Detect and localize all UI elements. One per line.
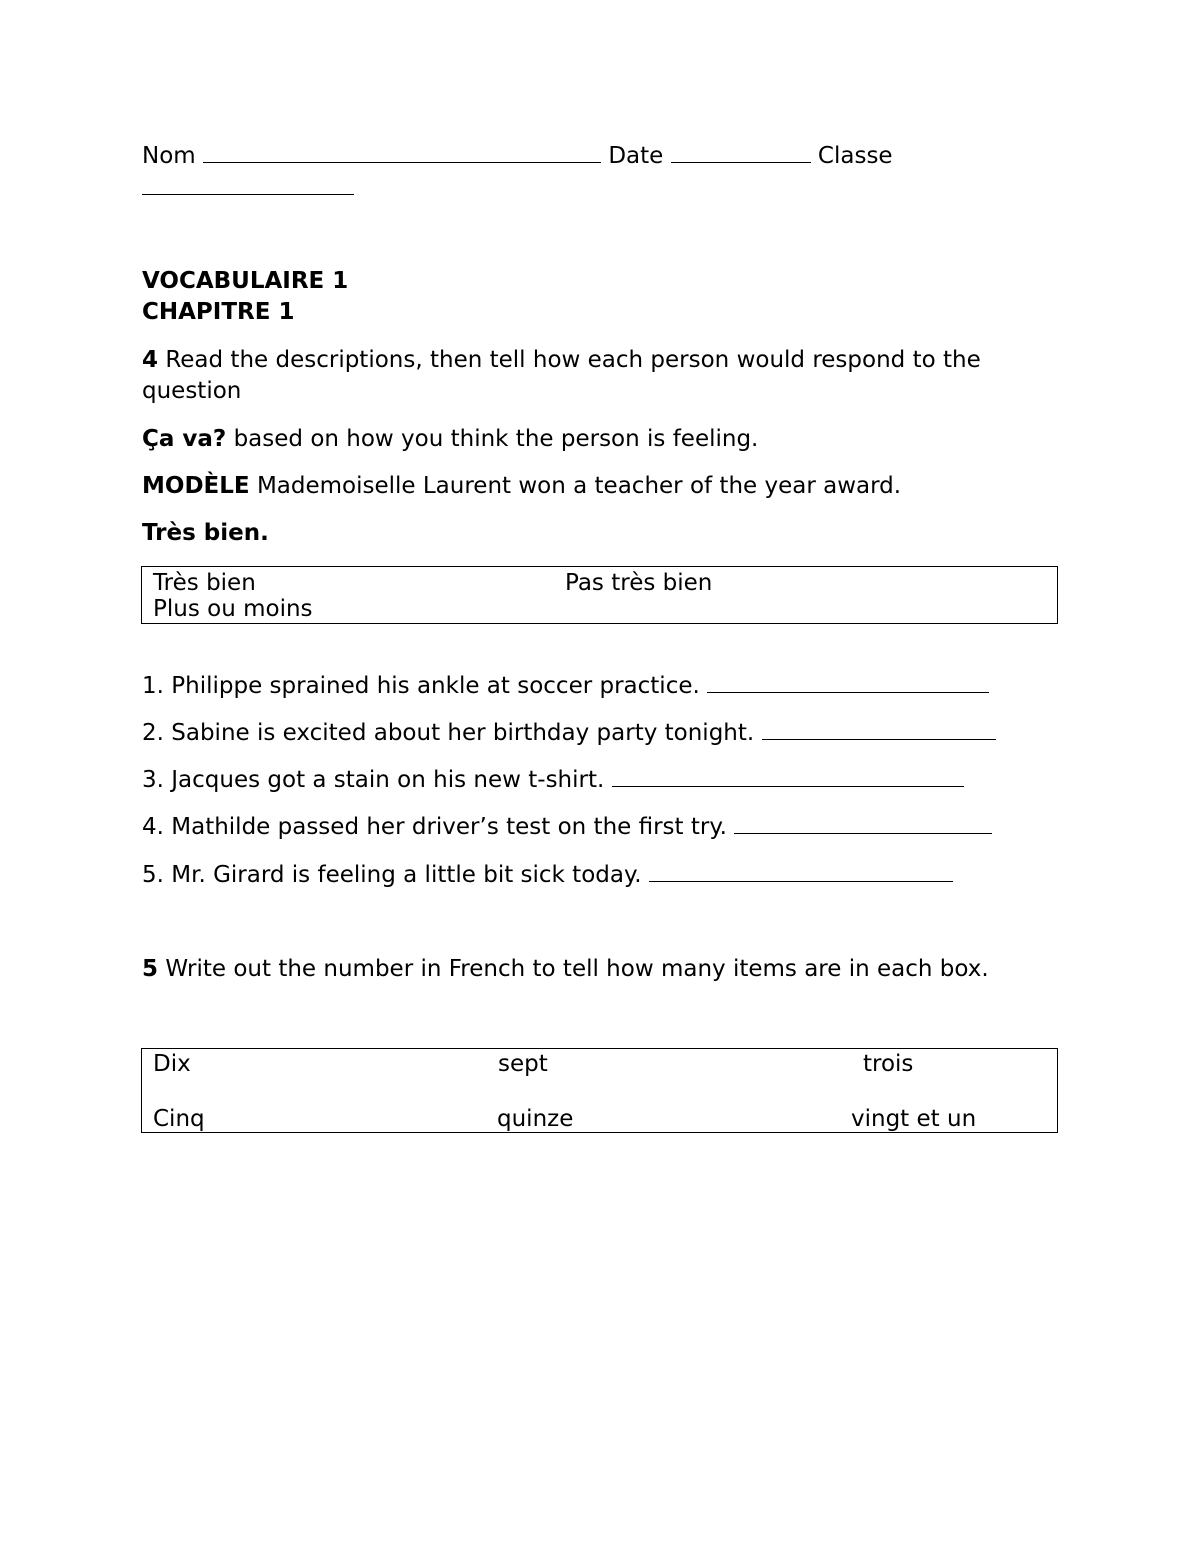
word-bank-box-numbers xyxy=(141,1048,1058,1133)
model-answer: Très bien. xyxy=(142,520,269,546)
answer-blank[interactable] xyxy=(707,670,989,693)
nom-blank[interactable] xyxy=(203,140,601,163)
number-word: vingt et un xyxy=(851,1106,977,1132)
model-label: MODÈLE xyxy=(142,473,250,499)
answer-blank[interactable] xyxy=(762,717,996,740)
exercise-4-question: Ça va? based on how you think the person is feeling. xyxy=(142,426,759,452)
exercise-4-item-3: 3. Jacques got a stain on his new t-shirt. xyxy=(142,764,964,795)
exercise-4-number: 4 xyxy=(142,347,159,373)
number-word: quinze xyxy=(497,1106,574,1132)
answer-blank[interactable] xyxy=(612,764,964,787)
classe-label: Classe xyxy=(817,143,893,169)
exercise-4-instruction-cont: question xyxy=(142,378,242,404)
ca-va-question: Ça va? xyxy=(142,426,227,452)
exercise-4-item-5: 5. Mr. Girard is feeling a little bit sick today. xyxy=(142,859,953,890)
word-bank-item: Plus ou moins xyxy=(153,596,313,622)
vocab-title: VOCABULAIRE 1 xyxy=(142,268,349,294)
chapter-title: CHAPITRE 1 xyxy=(142,299,295,325)
exercise-4-item-4: 4. Mathilde passed her driver’s test on the first try. xyxy=(142,811,992,842)
exercise-5-number: 5 xyxy=(142,956,159,982)
date-blank[interactable] xyxy=(671,140,811,163)
exercise-4-item-1: 1. Philippe sprained his ankle at soccer practice. xyxy=(142,670,989,701)
answer-blank[interactable] xyxy=(649,859,953,882)
classe-blank[interactable] xyxy=(142,172,354,195)
classe-blank-line xyxy=(142,172,354,203)
number-word: trois xyxy=(863,1051,914,1077)
exercise-4-item-2: 2. Sabine is excited about her birthday party tonight. xyxy=(142,717,996,748)
exercise-4-instruction: 4 Read the descriptions, then tell how each person would respond to the xyxy=(142,347,981,373)
answer-blank[interactable] xyxy=(734,811,992,834)
nom-label: Nom xyxy=(142,143,196,169)
number-word: Cinq xyxy=(153,1106,205,1132)
word-bank-item: Très bien xyxy=(153,570,256,596)
name-date-class-line xyxy=(142,140,893,171)
model-text: Mademoiselle Laurent won a teacher of the year award. xyxy=(256,473,902,499)
model-line xyxy=(142,471,901,501)
exercise-5-instruction: 5 Write out the number in French to tell how many items are in each box. xyxy=(142,956,989,982)
number-word: Dix xyxy=(153,1051,191,1077)
word-bank-box-feelings xyxy=(141,566,1058,624)
number-word: sept xyxy=(498,1051,548,1077)
word-bank-item: Pas très bien xyxy=(565,570,713,596)
date-label: Date xyxy=(608,143,664,169)
